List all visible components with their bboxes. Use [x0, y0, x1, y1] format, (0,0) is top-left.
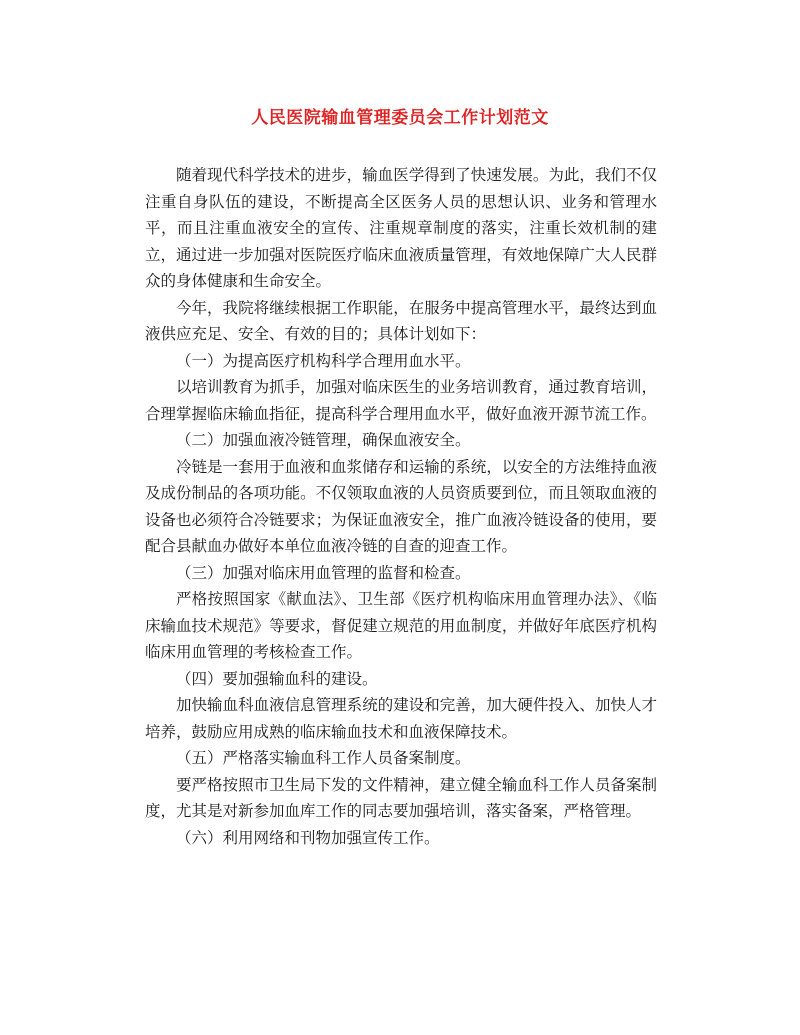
document-title: 人民医院输血管理委员会工作计划范文 — [251, 108, 549, 128]
section-heading-4: （四）要加强输血科的建设。 — [176, 669, 378, 688]
section-body-4: 加快输血科血液信息管理系统的建设和完善，加大硬件投入、加快人才培养，鼓励应用成熟的临床输血技术和血液保障技术。 — [145, 696, 657, 741]
section-body-3: 严格按照国家《献血法》、卫生部《医疗机构临床用血管理办法》、《临床输血技术规范》等要求，督促建立规范的用血制度，并做好年底医疗机构临床用血管理的考核检查工作。 — [145, 590, 657, 661]
section-heading-3: （三）加强对临床用血管理的监督和检查。 — [176, 563, 471, 582]
document-body — [145, 162, 657, 851]
paragraph-intro: 随着现代科学技术的进步，输血医学得到了快速发展。为此，我们不仅注重自身队伍的建设，不断提高全区医务人员的思想认识、业务和管理水平，而且注重血液安全的宣传、注重规章制度的落实，注重长效机制的建立，通过进一步加强对医院医疗临床血液质量管理，有效地保障广大人民群众的身体健康和生命安全。 — [145, 166, 657, 290]
section-body-1: 以培训教育为抓手，加强对临床医生的业务培训教育，通过教育培训，合理掌握临床输血指征，提高科学合理用血水平，做好血液开源节流工作。 — [145, 378, 657, 423]
section-body-5: 要严格按照市卫生局下发的文件精神，建立健全输血科工作人员备案制度，尤其是对新参加血库工作的同志要加强培训，落实备案，严格管理。 — [145, 775, 657, 820]
section-heading-2: （二）加强血液冷链管理，确保血液安全。 — [176, 431, 471, 449]
paragraph-plan-overview: 今年，我院将继续根据工作职能，在服务中提高管理水平，最终达到血液供应充足、安全、有效的目的；具体计划如下： — [145, 298, 657, 343]
section-heading-6: （六）利用网络和刊物加强宣传工作。 — [176, 828, 440, 847]
section-heading-1: （一）为提高医疗机构科学合理用血水平。 — [176, 351, 471, 370]
section-heading-5: （五）严格落实输血科工作人员备案制度。 — [176, 749, 471, 767]
section-body-2: 冷链是一套用于血液和血浆储存和运输的系统，以安全的方法维持血液及成份制品的各项功能。不仅领取血液的人员资质要到位，而且领取血液的设备也必须符合冷链要求；为保证血液安全，推广血液冷链设备的使用，要配合县献血办做好本单位血液冷链的自查的迎查工作。 — [145, 457, 657, 555]
